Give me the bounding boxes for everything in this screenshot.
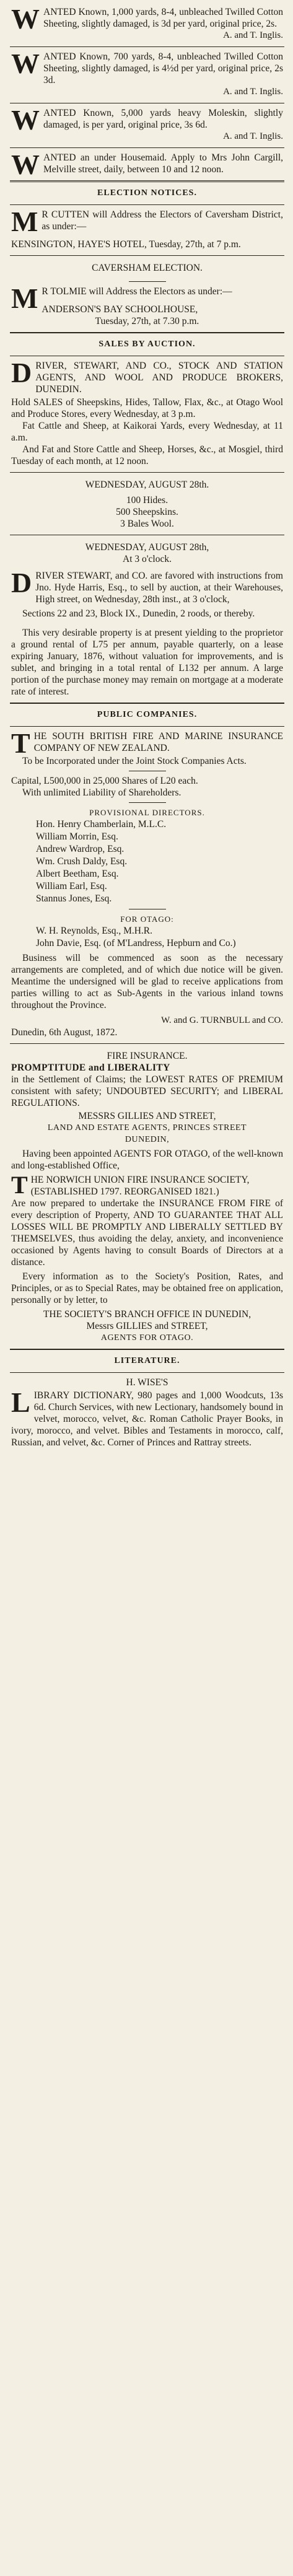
drop-cap: W	[11, 149, 40, 180]
classified-ad	[10, 147, 284, 180]
ad-signature: A. and T. Inglis.	[223, 30, 283, 40]
date: Dunedin, 6th August, 1872.	[11, 1027, 118, 1038]
venue: KENSINGTON, HAYE'S HOTEL, Tuesday, 27th, at 7 p.m.	[11, 239, 241, 250]
literature-ad: H. WISE'S LIBRARY DICTIONARY, 980 pages and 1,000 Woodcuts, 13s 6d. Church Services, with new Lectionary, handsomely bound in velvet, morocco, velvet, &c. Roman Catholic Prayer Books, in ivory, morocco, and velvet. Bibles and Testaments in morocco, calf, Russian, and velvet, &c. Corner of Princes and Rattray streets.	[11, 1377, 283, 1448]
director: Andrew Wardrop, Esq.	[36, 844, 125, 854]
section-heading: LITERATURE.	[10, 1349, 284, 1373]
ad-signature: A. and T. Inglis.	[223, 87, 283, 97]
notice-heading: CAVERSHAM ELECTION.	[92, 263, 203, 273]
classified-ad	[10, 2, 284, 46]
director: Stannus Jones, Esq.	[36, 893, 112, 904]
election-notice: CAVERSHAM ELECTION. M R TOLMIE will Address the Electors as under:— ANDERSON'S BAY SCHOOLHOUSE, Tuesday, 27th, at 7.30 p.m.	[10, 255, 284, 332]
section-heading: ELECTION NOTICES.	[10, 180, 284, 205]
drop-cap: D	[11, 357, 32, 388]
ad-text: WANTED Known, 1,000 yards, 8-4, unbleached Twilled Cotton Sheeting, slightly damaged, is 3d per yard, original price, 2s.	[11, 3, 283, 35]
director: Albert Beetham, Esq.	[36, 869, 119, 879]
sale-date: WEDNESDAY, AUGUST 28th,	[85, 542, 209, 553]
auction-firm: DRIVER, STEWART, AND CO., STOCK AND STATION AGENTS, AND WOOL AND PRODUCE BROKERS, DUNEDIN. Hold SALES of Sheepskins, Hides, Tallow, Flax, &c., at Otago Wool and Produce Stores, every Wednesday, at 3 p.m. Fat Cattle and Sheep, at Kaikorai Yards, every Wednesday, at 11 a.m. And Fat and Store Cattle and Sheep, Horses, &c., at Mosgiel, third Tuesday of each month, at 12 noon.	[11, 357, 283, 467]
ad-signature: A. and T. Inglis.	[223, 131, 283, 141]
director: Hon. Henry Chamberlain, M.L.C.	[36, 819, 167, 830]
fire-insurance-notice: FIRE INSURANCE. PROMPTITUDE and LIBERALITY in the Settlement of Claims; the LOWEST RATES OF PREMIUM consistent with safety; UNDOUBTED SECURITY; and LIBERAL REGULATIONS. MESSRS GILLIES AND STREET, LAND AND ESTATE AGENTS, PRINCES STREET DUNEDIN, Having been appointed AGENTS FOR OTAGO, of the well-known and long-established Office, THE NORWICH UNION FIRE INSURANCE SOCIETY, (ESTABLISHED 1797. REORGANISED 1821.) Are now prepared to undertake the INSURANCE FROM FIRE of every description of Property, AND TO GUARANTEE THAT ALL LOSSES WILL BE PROMPTLY AND LIBERALLY SETTLED BY THEMSELVES, thus avoiding the delay, anxiety, and inconvenience occasioned by Agents having to consult Boards of Directors at a distance. Every information as to the Society's Position, Rates, and Principles, or as to Special Rates, may be obtained free on application, personally or by letter, to THE SOCIETY'S BRANCH OFFICE IN DUNEDIN, Messrs GILLIES and STREET, AGENTS FOR OTAGO.	[10, 1043, 284, 1349]
divider	[129, 281, 166, 282]
election-notice: M R CUTTEN will Address the Electors of Caversham District, as under:— KENSINGTON, HAYE'S HOTEL, Tuesday, 27th, at 7 p.m.	[11, 206, 283, 250]
classified-ad	[10, 103, 284, 147]
ad-text: WANTED Known, 5,000 yards heavy Moleskin, slightly damaged, is per yard, original price, 3s 6d.	[11, 104, 283, 136]
drop-cap: T	[11, 727, 30, 759]
drop-cap: L	[11, 1387, 30, 1418]
directors-heading: PROVISIONAL DIRECTORS.	[89, 808, 205, 817]
drop-cap: W	[11, 3, 40, 35]
advertiser-name: H. WISE'S	[126, 1377, 168, 1388]
company-notice: THE SOUTH BRITISH FIRE AND MARINE INSURANCE COMPANY OF NEW ZEALAND. To be Incorporated under the Joint Stock Companies Acts. Capital, L500,000 in 25,000 Shares of L20 each. With unlimited Liability of Shareholders. PROVISIONAL DIRECTORS. Hon. Henry Chamberlain, M.L.C. William Morrin, Esq. Andrew Wardrop, Esq. Wm. Crush Daldy, Esq. Albert Beetham, Esq. William Earl, Esq. Stannus Jones, Esq. FOR OTAGO: W. H. Reynolds, Esq., M.H.R. John Davie, Esq. (of M'Landress, Hepburn and Co.) Business will be commenced as soon as the necessary arrangements are completed, and of which due notice will be given. Meantime the undersigned will be glad to receive applications from parties willing to act as Sub-Agents in the various inland towns throughout the Province. W. and G. TURNBULL and CO. Dunedin, 6th August, 1872.	[11, 727, 283, 1038]
agent-signature: W. and G. TURNBULL and CO.	[161, 1015, 283, 1025]
section-heading: PUBLIC COMPANIES.	[10, 703, 284, 727]
director: William Morrin, Esq.	[36, 831, 118, 842]
section-heading: SALES BY AUCTION.	[10, 332, 284, 356]
auction-sale: WEDNESDAY, AUGUST 28th, At 3 o'clock. DRIVER STEWART, and CO. are favored with instructions from Jno. Hyde Harris, Esq., to sell by auction, at their Warehouses, High street, on Wednesday, 28th inst., at 3 o'clock, Sections 22 and 23, Block IX., Dunedin, 2 roods, or thereby. This very desirable property is at present yielding to the proprietor a ground rental of L75 per annum, payable quarterly, on a lease expiring January, 1876, without valuation for improvements, and is sublet, and bringing in a total rental of L132 per annum. A large portion of the purchase money may remain on mortgage at a moderate rate of interest.	[10, 535, 284, 703]
auction-sale: WEDNESDAY, AUGUST 28th. 100 Hides. 500 Sheepskins. 3 Bales Wool.	[10, 472, 284, 535]
divider	[129, 802, 166, 803]
drop-cap: T	[11, 1171, 28, 1199]
director: Wm. Crush Daldy, Esq.	[36, 856, 128, 867]
venue: ANDERSON'S BAY SCHOOLHOUSE,	[42, 304, 198, 315]
ad-text: WANTED an under Housemaid. Apply to Mrs John Cargill, Melville street, daily, between 10 and 12 noon.	[11, 149, 283, 180]
drop-cap: W	[11, 48, 40, 79]
drop-cap: D	[11, 567, 32, 598]
classified-ad	[10, 46, 284, 103]
drop-cap: W	[11, 104, 40, 136]
time: Tuesday, 27th, at 7.30 p.m.	[95, 316, 199, 326]
director: William Earl, Esq.	[36, 881, 107, 892]
drop-cap: M	[11, 283, 38, 314]
drop-cap: M	[11, 206, 38, 237]
sale-date: WEDNESDAY, AUGUST 28th.	[85, 480, 209, 490]
ad-text: WANTED Known, 700 yards, 8-4, unbleached Twilled Cotton Sheeting, slightly damaged, is 4½d per yard, original price, 2s 3d.	[11, 48, 283, 85]
